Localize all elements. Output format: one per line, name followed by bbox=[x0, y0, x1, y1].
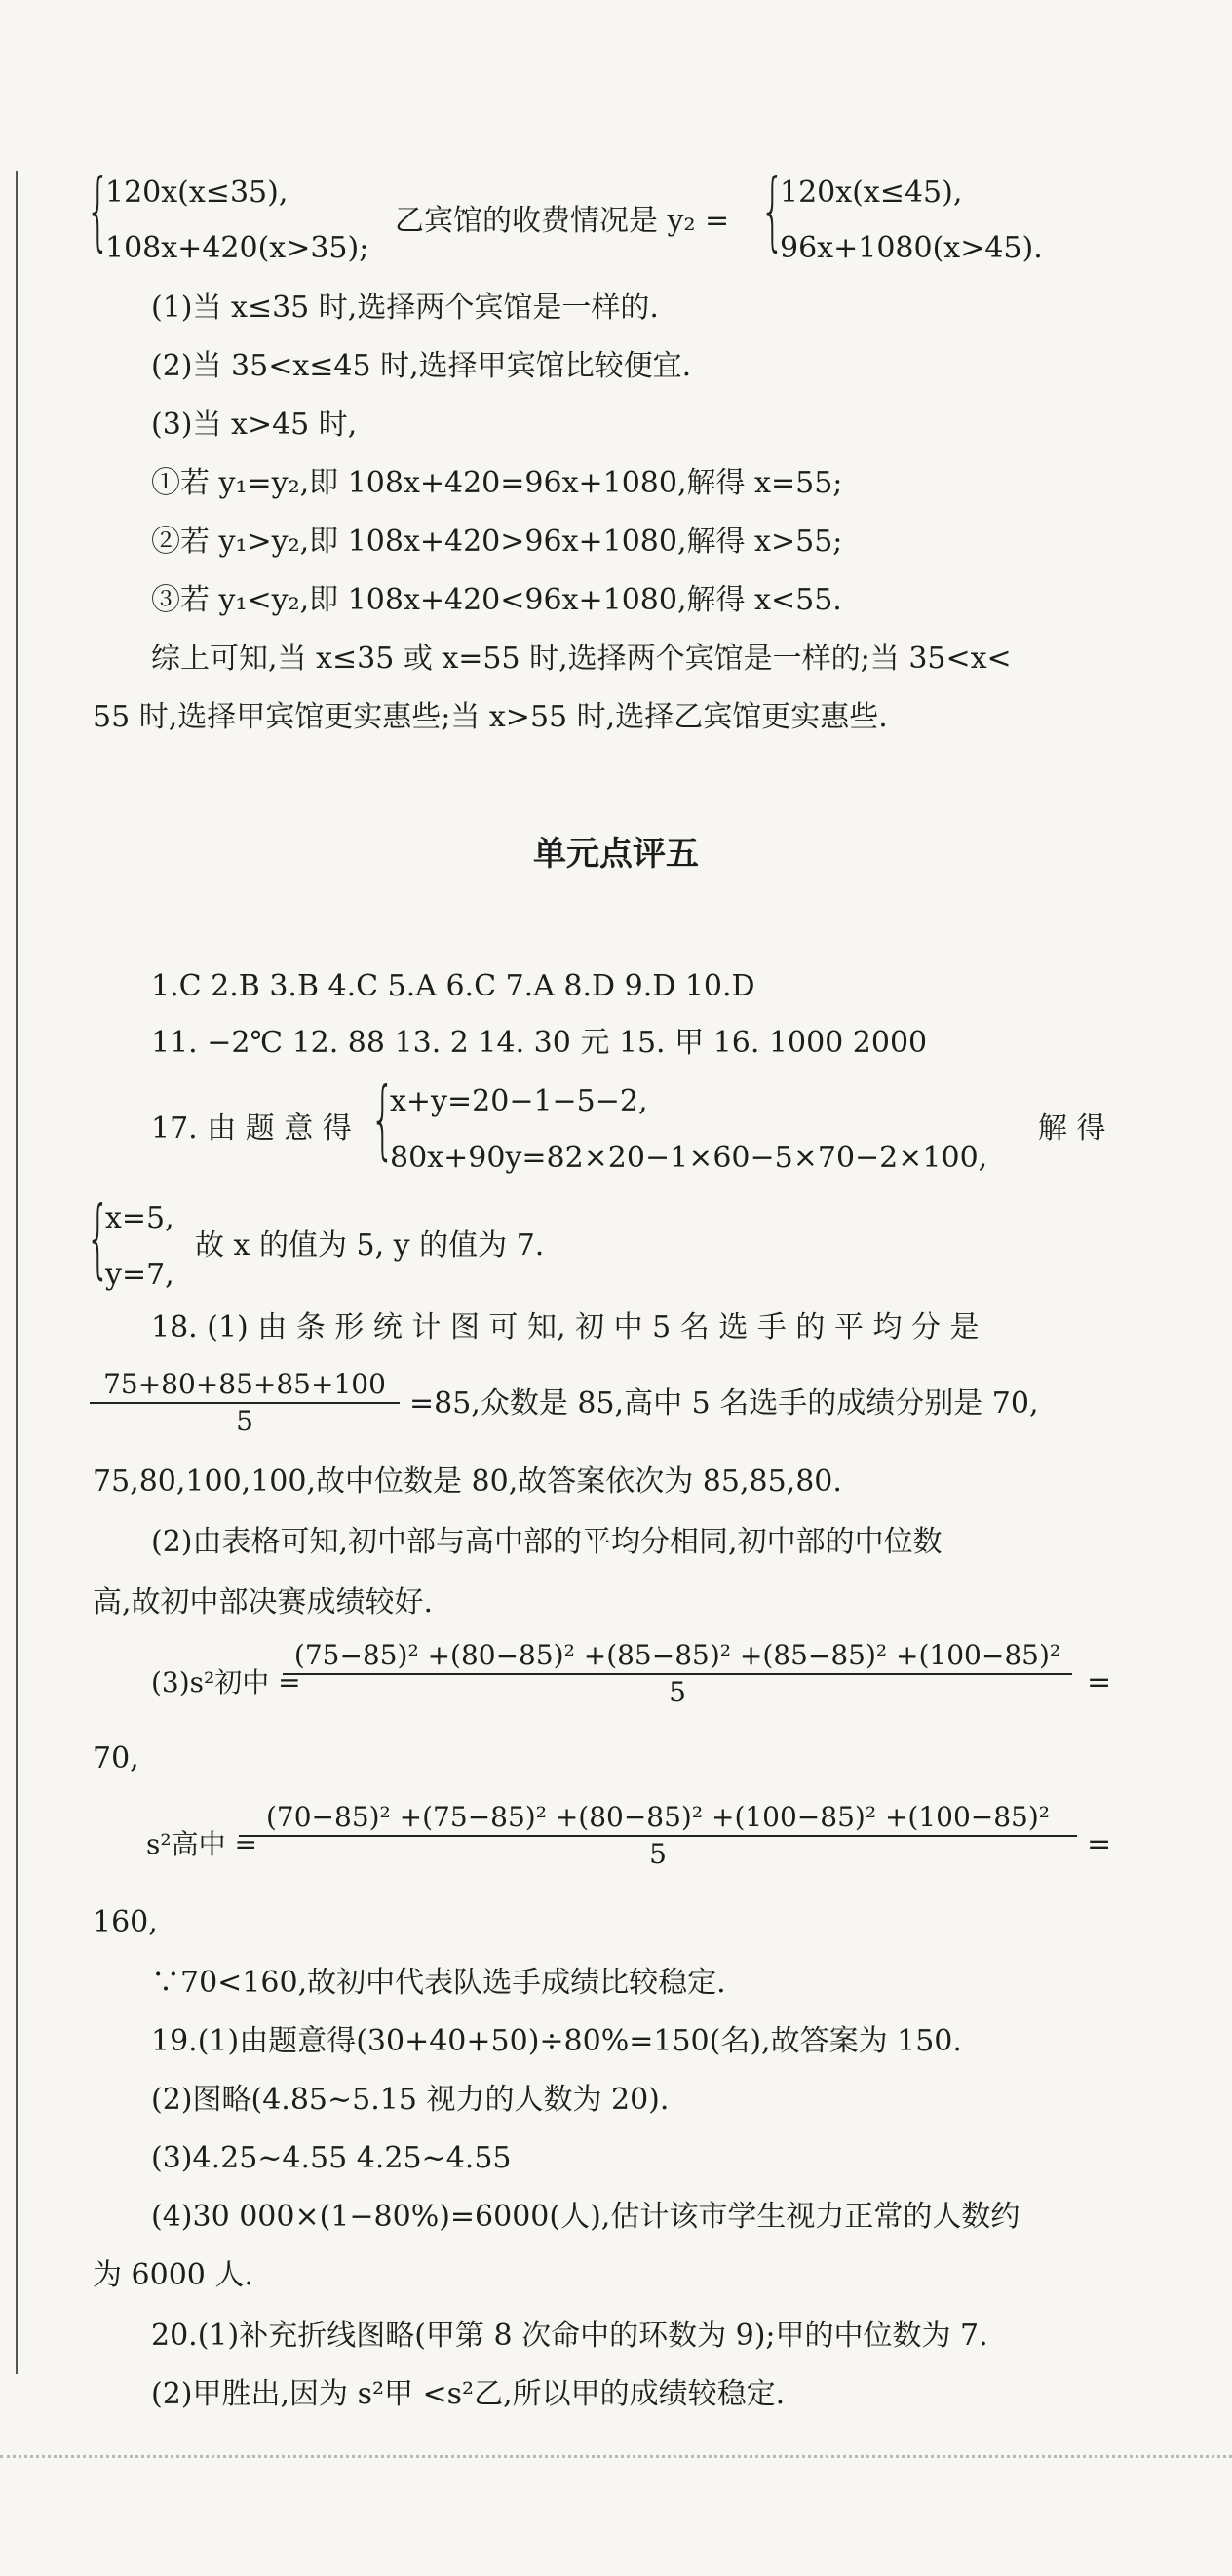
q18-part1-line2: =85,众数是 85,高中 5 名选手的成绩分别是 70, bbox=[409, 1386, 1039, 1421]
fill-in-answers: 11. −2℃ 12. 88 13. 2 14. 30 元 15. 甲 16. 1000 2000 bbox=[151, 1026, 928, 1060]
q18-part2-line1: (2)由表格可知,初中部与高中部的平均分相同,初中部的中位数 bbox=[151, 1525, 943, 1559]
multiple-choice-answers: 1.C 2.B 3.B 4.C 5.A 6.C 7.A 8.D 9.D 10.D bbox=[151, 969, 755, 1003]
q18-variance-junior-denominator: 5 bbox=[669, 1676, 686, 1708]
q19-part4-line2: 为 6000 人. bbox=[93, 2258, 253, 2292]
hotel-b-intro: 乙宾馆的收费情况是 y₂ = bbox=[395, 204, 730, 238]
case-3-b: ②若 y₁>y₂,即 108x+420>96x+1080,解得 x>55; bbox=[151, 525, 843, 559]
q18-variance-junior-fraction bbox=[283, 1638, 1072, 1710]
q20-part2: (2)甲胜出,因为 s²甲 <s²乙,所以甲的成绩较稳定. bbox=[151, 2377, 786, 2411]
left-margin-rule bbox=[16, 171, 18, 2374]
y1-case-2: 108x+420(x>35); bbox=[105, 231, 369, 265]
y2-case-1: 120x(x≤45), bbox=[780, 176, 963, 210]
case-3-a: ①若 y₁=y₂,即 108x+420=96x+1080,解得 x=55; bbox=[151, 466, 843, 500]
q18-variance-junior-value: 70, bbox=[93, 1741, 139, 1776]
q17-conclusion: 故 x 的值为 5, y 的值为 7. bbox=[195, 1229, 545, 1263]
q18-part2-line2: 高,故初中部决赛成绩较好. bbox=[93, 1585, 434, 1620]
q18-mean-denominator: 5 bbox=[236, 1405, 253, 1437]
section-title: 单元点评五 bbox=[533, 835, 699, 874]
case-1: (1)当 x≤35 时,选择两个宾馆是一样的. bbox=[151, 291, 659, 325]
q18-mean-numerator: 75+80+85+85+100 bbox=[103, 1368, 386, 1400]
q17-equation-1: x+y=20−1−5−2, bbox=[390, 1084, 648, 1118]
brace-q17-system: { bbox=[370, 1069, 396, 1169]
q18-variance-senior-value: 160, bbox=[93, 1905, 158, 1939]
y1-case-1: 120x(x≤35), bbox=[105, 176, 289, 210]
q17-equation-2: 80x+90y=82×20−1×60−5×70−2×100, bbox=[390, 1141, 988, 1175]
q18-conclusion: ∵70<160,故初中代表队选手成绩比较稳定. bbox=[151, 1966, 726, 2000]
case-3: (3)当 x>45 时, bbox=[151, 408, 358, 442]
case-3-c: ③若 y₁<y₂,即 108x+420<96x+1080,解得 x<55. bbox=[151, 583, 842, 617]
bottom-dotted-rule bbox=[0, 2455, 1232, 2458]
q18-variance-senior-numerator: (70−85)² +(75−85)² +(80−85)² +(100−85)² +(100−85)² bbox=[265, 1801, 1051, 1833]
q17-lead: 17. 由 题 意 得 bbox=[151, 1112, 352, 1146]
q18-part1-line1: 18. (1) 由 条 形 统 计 图 可 知, 初 中 5 名 选 手 的 平 均 分 是 bbox=[151, 1310, 980, 1345]
q17-solution-y: y=7, bbox=[105, 1258, 174, 1292]
q19-part3: (3)4.25~4.55 4.25~4.55 bbox=[151, 2141, 512, 2175]
q18-variance-junior-numerator: (75−85)² +(80−85)² +(85−85)² +(85−85)² +(100−85)² bbox=[293, 1639, 1061, 1671]
q20-part1: 20.(1)补充折线图略(甲第 8 次命中的环数为 9);甲的中位数为 7. bbox=[151, 2319, 988, 2353]
brace-y1: { bbox=[86, 160, 111, 260]
q18-variance-senior-denominator: 5 bbox=[649, 1838, 667, 1870]
q18-part1-line3: 75,80,100,100,故中位数是 80,故答案依次为 85,85,80. bbox=[93, 1464, 842, 1499]
case-2: (2)当 35<x≤45 时,选择甲宾馆比较便宜. bbox=[151, 349, 692, 383]
q18-variance-junior-label: (3)s²初中 = bbox=[151, 1666, 301, 1698]
q19-part1: 19.(1)由题意得(30+40+50)÷80%=150(名),故答案为 150. bbox=[151, 2024, 962, 2058]
q19-part4-line1: (4)30 000×(1−80%)=6000(人),估计该市学生视力正常的人数约 bbox=[151, 2200, 1020, 2234]
q17-solve: 解 得 bbox=[1038, 1112, 1106, 1146]
brace-y2: { bbox=[760, 160, 786, 260]
y2-case-2: 96x+1080(x>45). bbox=[780, 231, 1043, 265]
q18-variance-senior-equals: = bbox=[1087, 1827, 1112, 1861]
summary-line-2: 55 时,选择甲宾馆更实惠些;当 x>55 时,选择乙宾馆更实惠些. bbox=[93, 700, 888, 734]
q18-variance-senior-label: s²高中 = bbox=[146, 1828, 257, 1860]
q19-part2: (2)图略(4.85~5.15 视力的人数为 20). bbox=[151, 2083, 670, 2117]
q18-mean-fraction bbox=[90, 1367, 400, 1439]
q18-variance-junior-equals: = bbox=[1087, 1665, 1112, 1699]
summary-line-1: 综上可知,当 x≤35 或 x=55 时,选择两个宾馆是一样的;当 35<x< bbox=[151, 642, 1012, 676]
q17-solution-x: x=5, bbox=[105, 1201, 174, 1235]
brace-q17-solution: { bbox=[86, 1188, 111, 1288]
q18-variance-senior-fraction bbox=[239, 1800, 1077, 1872]
